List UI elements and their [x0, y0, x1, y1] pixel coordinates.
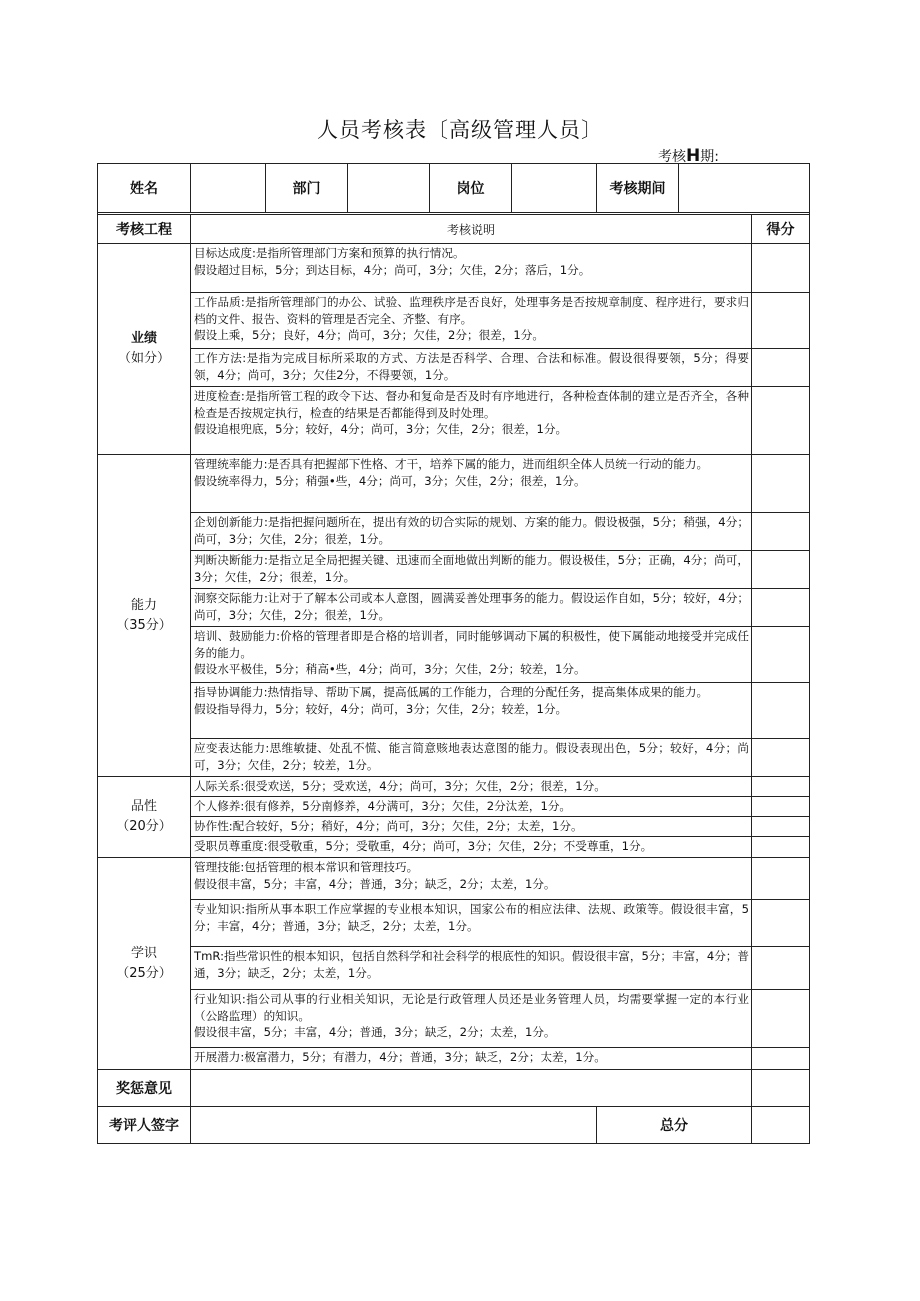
criterion-text: 培训、鼓励能力:价格的管理者即是合格的培训者，同时能够调动下属的积极性，使下属能动地接受并完成任务的能力。 假设水平极佳，5分；稍高•些，4分；尚可，3分；欠佳，2分；较差，1分。	[194, 629, 749, 676]
category-performance	[98, 244, 191, 455]
score-cell[interactable]	[752, 1048, 810, 1070]
score-cell[interactable]	[752, 293, 810, 349]
criterion-text: 管理统率能力:是否具有把握部下性格、才干，培养下属的能力，进而组织全体人员统一行动的能力。 假设统率得力，5分；稍强•些，4分；尚可，3分；欠佳，2分；很差，1分。	[194, 457, 709, 488]
criterion-row	[98, 797, 810, 817]
desc-column-header: 考核说明	[191, 215, 752, 244]
date-mid: H	[686, 146, 701, 166]
criterion-text: 行业知识:指公司从事的行业相关知识，无论是行政管理人员还是业务管理人员，均需要掌握一定的本行业（公路监理）的知识。 假设很丰富，5分；丰富，4分；普通，3分；缺乏，2分；太差，1分。	[194, 992, 749, 1039]
criterion-description	[191, 551, 752, 589]
criterion-description	[191, 244, 752, 293]
criterion-row	[98, 947, 810, 990]
criterion-text: 工作品质:是指所管理部门的办公、试验、监理秩序是否良好，处理事务是否按规章制度、程序进行，要求归档的文件、报告、资料的管理是否完全、齐整、有序。 假设上乘，5分；良好，4分；尚可，3分；欠佳，2分；很差，1分。	[194, 295, 749, 342]
criterion-row	[98, 900, 810, 947]
category-name: 能力	[130, 597, 157, 613]
category-points: （20分）	[116, 819, 172, 834]
criterion-description	[191, 797, 752, 817]
criterion-row	[98, 627, 810, 683]
criterion-description	[191, 1048, 752, 1070]
criterion-row	[98, 589, 810, 627]
score-cell[interactable]	[752, 947, 810, 990]
post-label: 岗位	[430, 164, 512, 213]
criterion-text: 指导协调能力:热情指导、帮助下属，提高低属的工作能力，合理的分配任务，提高集体成果的能力。 假设指导得力，5分；较好，4分；尚可，3分；欠佳，2分；较差，1分。	[194, 685, 709, 716]
category-points: （如分）	[117, 351, 170, 366]
reward-score-cell[interactable]	[752, 1070, 810, 1107]
criterion-row	[98, 858, 810, 900]
criterion-text: 人际关系:很受欢送，5分；受欢送，4分；尚可，3分；欠佳，2分；很差，1分。	[194, 779, 606, 793]
criterion-row	[98, 349, 810, 387]
criterion-row	[98, 551, 810, 589]
criterion-description	[191, 455, 752, 513]
signature-row	[98, 1107, 810, 1144]
criterion-row	[98, 817, 810, 837]
criterion-row	[98, 837, 810, 858]
criterion-row	[98, 387, 810, 455]
criterion-description	[191, 858, 752, 900]
post-value-cell[interactable]	[512, 164, 597, 213]
category-name: 学识	[130, 945, 157, 961]
criterion-text: 开展潜力:极富潜力，5分；有潜力，4分；普通，3分；缺乏，2分；太差，1分。	[194, 1050, 606, 1064]
criterion-row	[98, 293, 810, 349]
score-cell[interactable]	[752, 777, 810, 797]
criterion-description	[191, 817, 752, 837]
dept-value-cell[interactable]	[348, 164, 430, 213]
criterion-description	[191, 293, 752, 349]
category-character	[98, 777, 191, 858]
category-knowledge	[98, 858, 191, 1070]
total-label: 总分	[597, 1107, 752, 1144]
date-prefix: 考核	[658, 149, 686, 165]
criterion-text: 受职员尊重度:很受敬重，5分；受敬重，4分；尚可，3分；欠佳，2分；不受尊重，1分。	[194, 839, 653, 853]
criterion-description	[191, 947, 752, 990]
form-title: 人员考核表〔高级管理人员〕	[317, 118, 603, 142]
score-cell[interactable]	[752, 387, 810, 455]
signer-label: 考评人签字	[98, 1107, 191, 1144]
reward-label: 奖惩意见	[98, 1070, 191, 1107]
criterion-text: 判断决断能力:是指立足全局把握关键、迅速而全面地做出判断的能力。假设极佳，5分；正确，4分；尚可，3分；欠佳，2分；很差，1分。	[194, 553, 749, 584]
period-value-cell[interactable]	[679, 164, 810, 213]
criterion-description	[191, 683, 752, 739]
criterion-row	[98, 777, 810, 797]
criterion-description	[191, 387, 752, 455]
score-cell[interactable]	[752, 349, 810, 387]
criterion-description	[191, 990, 752, 1048]
score-cell[interactable]	[752, 589, 810, 627]
item-column-header: 考核工程	[98, 215, 191, 244]
criterion-description	[191, 627, 752, 683]
category-name: 业绩	[130, 331, 157, 346]
criterion-text: 管理技能:包括管理的根本常识和管理技巧。 假设很丰富，5分；丰富，4分；普通，3分；缺乏，2分；太差，1分。	[194, 860, 556, 891]
criterion-text: 进度检查:是指所管工程的政令下达、督办和复命是否及时有序地进行，各种检查体制的建立是否齐全，各种检查是否按规定执行，检查的结果是否都能得到及时处理。 假设追根兜底，5分；较好，4分；尚可，3分；欠佳，2分；很差，1分。	[194, 389, 749, 436]
criterion-text: 企划创新能力:是指把握问题所在，提出有效的切合实际的规划、方案的能力。假设极强，5分；稍强，4分；尚可，3分；欠佳，2分；很差，1分。	[194, 515, 749, 546]
score-cell[interactable]	[752, 455, 810, 513]
score-cell[interactable]	[752, 739, 810, 777]
criterion-description	[191, 900, 752, 947]
criterion-text: 洞察交际能力:让对于了解本公司或本人意图，圆满妥善处理事务的能力。假设运作自如，5分；较好，4分；尚可，3分；欠佳，2分；很差，1分。	[194, 591, 749, 622]
score-cell[interactable]	[752, 797, 810, 817]
reward-value-cell[interactable]	[191, 1070, 752, 1107]
date-suffix: 期:	[700, 149, 719, 165]
category-ability	[98, 455, 191, 777]
score-cell[interactable]	[752, 990, 810, 1048]
period-label: 考核期间	[597, 164, 679, 213]
category-name: 品性	[130, 799, 157, 814]
criterion-description	[191, 589, 752, 627]
criterion-text: 应变表达能力:思维敏捷、处乱不慌、能言简意赅地表达意图的能力。假设表现出色，5分；较好，4分；尚可，3分；欠佳，2分；较差，1分。	[194, 741, 749, 772]
criterion-text: 个人修养:很有修养，5分南修养，4分满可，3分；欠佳，2分汰差，1分。	[194, 799, 572, 813]
name-value-cell[interactable]	[191, 164, 266, 213]
criterion-row	[98, 1048, 810, 1070]
total-value-cell[interactable]	[752, 1107, 810, 1144]
criterion-row	[98, 513, 810, 551]
criterion-row	[98, 739, 810, 777]
score-column-header: 得分	[752, 215, 810, 244]
info-row	[98, 164, 810, 213]
criterion-row	[98, 244, 810, 293]
criterion-text: 协作性:配合较好，5分；稍好，4分；尚可，3分；欠佳，2分；太差，1分。	[194, 819, 583, 833]
criterion-description	[191, 777, 752, 797]
score-cell[interactable]	[752, 837, 810, 858]
criterion-description	[191, 739, 752, 777]
dept-label: 部门	[266, 164, 348, 213]
criterion-row	[98, 455, 810, 513]
score-cell[interactable]	[752, 551, 810, 589]
category-points: （35分）	[116, 617, 172, 633]
reward-row	[98, 1070, 810, 1107]
score-cell[interactable]	[752, 858, 810, 900]
score-cell[interactable]	[752, 627, 810, 683]
assessment-table	[97, 163, 810, 1144]
score-cell[interactable]	[752, 244, 810, 293]
criterion-row	[98, 990, 810, 1048]
criterion-text: 专业知识:指所从事本职工作应掌握的专业根本知识，国家公布的相应法律、法规、政策等。假设很丰富，5分；丰富，4分；普通，3分；缺乏，2分；太差，1分。	[194, 902, 749, 933]
criterion-text: 工作方法:是指为完成目标所采取的方式、方法是否科学、合理、合法和标准。假设很得要领，5分；得要领，4分；尚可，3分；欠佳2分，不得要领，1分。	[194, 351, 749, 382]
score-cell[interactable]	[752, 817, 810, 837]
criterion-description	[191, 513, 752, 551]
name-label: 姓名	[98, 164, 191, 213]
signer-value-cell[interactable]	[191, 1107, 597, 1144]
criterion-row	[98, 683, 810, 739]
score-cell[interactable]	[752, 513, 810, 551]
column-header-row	[98, 215, 810, 244]
criterion-description	[191, 349, 752, 387]
category-points: （25分）	[116, 965, 172, 981]
criterion-text: TmR:指些常识性的根本知识，包括自然科学和社会科学的根底性的知识。假设很丰富，5分；丰富，4分；普通，3分；缺乏，2分；太差，1分。	[194, 949, 749, 980]
score-cell[interactable]	[752, 683, 810, 739]
criterion-description	[191, 837, 752, 858]
score-cell[interactable]	[752, 900, 810, 947]
criterion-text: 目标达成度:是指所管理部门方案和预算的执行情况。 假设超过目标，5分；到达目标，4分；尚可，3分；欠佳，2分；落后，1分。	[194, 246, 591, 277]
